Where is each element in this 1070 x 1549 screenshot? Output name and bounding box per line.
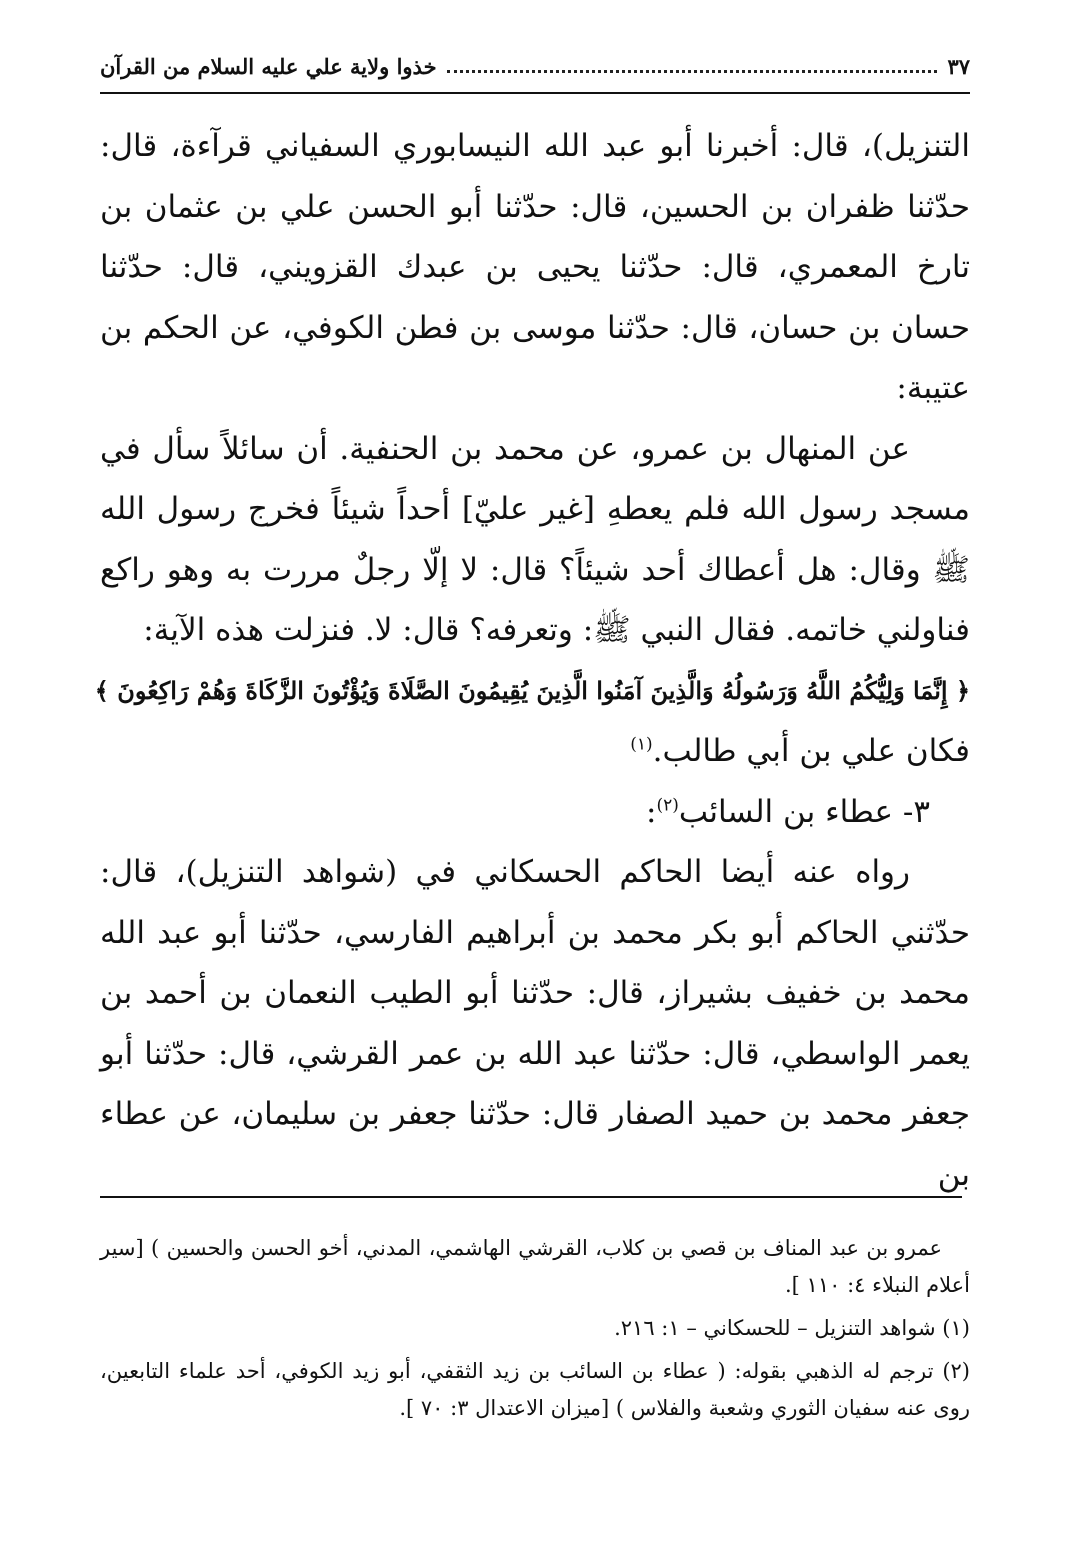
paragraph-narration: عن المنهال بن عمرو، عن محمد بن الحنفية. أن سائلاً سأل في مسجد رسول الله فلم يعطهِ [غير عليّ] أحداً شيئاً فخرج رسول الله ﷺ وقال: هل أعطاك أحد شيئاً؟ قال: لا إلّا رجلٌ مررت به وهو راكع فناولني خاتمه. فقال النبي ﷺ: وتعرفه؟ قال: لا. فنزلت هذه الآية: [100,430,970,648]
paragraph-conclusion [100,721,970,782]
dotted-leader [447,70,938,73]
footnote-ref-1: (١) [630,734,653,755]
footnote-1: (١) شواهد التنزيل – للحسكاني – ١: ٢١٦. [614,1316,970,1340]
conclusion-text: فكان علي بن أبي طالب. [652,733,970,769]
heading-colon: : [646,793,657,830]
running-header [100,46,970,86]
paragraph-second-isnad: رواه عنه أيضا الحاكم الحسكاني في (شواهد التنزيل)، قال: حدّثني الحاكم أبو بكر محمد بن أبراهيم الفارسي، حدّثنا أبو عبد الله محمد بن خفيف بشيراز، قال: حدّثنا أبو الطيب النعمان بن أحمد بن يعمر الواسطي، قال: حدّثنا عبد الله بن عمر القرشي، قال: حدّثنا أبو جعفر محمد بن حميد الصفار قال: حدّثنا جعفر بن سليمان، عن عطاء بن [100,854,970,1193]
header-rule [100,92,970,94]
quran-verse: ﴿ إِنَّمَا وَلِيُّكُمُ اللَّهُ وَرَسُولُهُ وَالَّذِينَ آمَنُوا الَّذِينَ يُقِيمُونَ الصَّلَاةَ وَيُؤْتُونَ الزَّكَاةَ وَهُمْ رَاكِعُونَ ﴾ [94,675,970,705]
footnote-continuation: عمرو بن عبد المناف بن قصي بن كلاب، القرشي الهاشمي، المدني، أخو الحسن والحسين ) [سير أعلام النبلاء ٤: ١١٠ ]. [100,1236,970,1297]
chapter-title: خذوا ولاية علي عليه السلام من القرآن [100,53,437,79]
heading-text: ٣- عطاء بن السائب [678,793,930,830]
footnotes [100,1230,970,1433]
footnote-rule [100,1196,962,1198]
footnote-2: (٢) ترجم له الذهبي بقوله: ( عطاء بن السائب بن زيد الثقفي، أبو زيد الكوفي، أحد علماء التابعين، روى عنه سفيان الثوري وشعبة والفلاس ) [ميزان الاعتدال ٣: ٧٠ ]. [100,1359,970,1420]
book-page [94,0,970,1549]
page-number: ٣٧ [947,53,970,79]
section-heading [100,782,970,843]
paragraph-isnad: التنزيل)، قال: أخبرنا أبو عبد الله النيسابوري السفياني قرآءة، قال: حدّثنا ظفران بن الحسين، قال: حدّثنا أبو الحسن علي بن عثمان بن تارخ المعمري، قال: حدّثنا يحيى بن عبدك القزويني، قال: حدّثنا حسان بن حسان، قال: حدّثنا موسى بن فطن الكوفي، عن الحكم بن عتيبة: [100,128,970,406]
main-text [94,116,970,1205]
footnote-ref-2: (٢) [656,795,679,816]
